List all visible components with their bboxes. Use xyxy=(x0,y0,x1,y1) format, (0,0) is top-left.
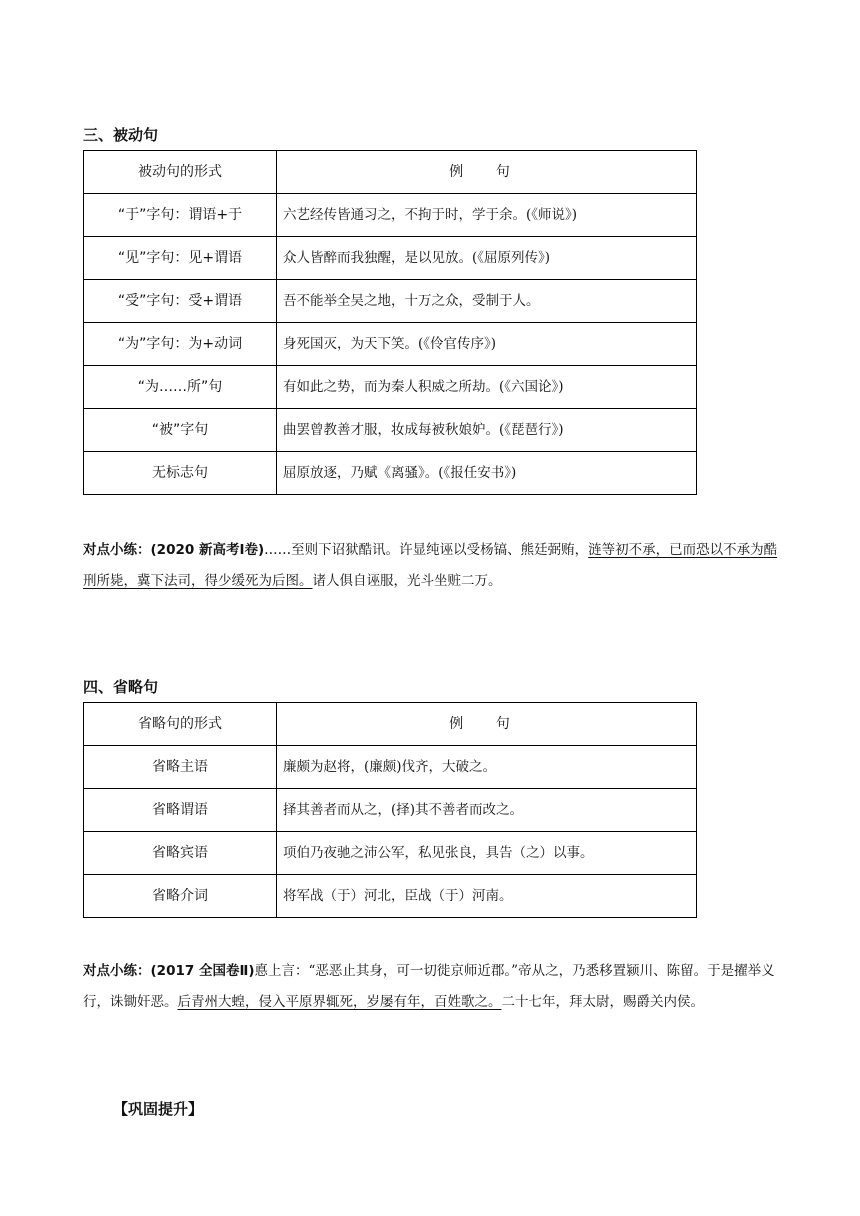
underlined-passage: 涟等初不承，已而恐以不承为酷刑所毙，冀下法司，得少缓死为后图。 xyxy=(83,542,778,589)
table-row xyxy=(84,832,697,875)
table-row xyxy=(84,237,697,280)
header-example: 例 句 xyxy=(277,703,697,746)
table-row xyxy=(84,409,697,452)
form-cell: “为……所”句 xyxy=(84,366,277,409)
form-cell: 省略介词 xyxy=(84,875,277,918)
example-cell: 吾不能举全吴之地，十万之众，受制于人。 xyxy=(277,280,697,323)
example-cell: 项伯乃夜驰之沛公军，私见张良，具告（之）以事。 xyxy=(277,832,697,875)
header-example: 例 句 xyxy=(277,151,697,194)
table-row xyxy=(84,323,697,366)
practice-passage-ellipsis xyxy=(83,956,783,1018)
table-header-row xyxy=(84,151,697,194)
form-cell: 省略谓语 xyxy=(84,789,277,832)
form-cell: “受”字句：受+谓语 xyxy=(84,280,277,323)
practice-label: 对点小练：(2020 新高考Ⅰ卷) xyxy=(83,542,265,558)
example-cell: 将军战（于）河北，臣战（于）河南。 xyxy=(277,875,697,918)
form-cell: “于”字句：谓语+于 xyxy=(84,194,277,237)
consolidate-heading: 【巩固提升】 xyxy=(113,1100,204,1118)
section-heading-ellipsis: 四、省略句 xyxy=(83,678,159,696)
ellipsis-sentence-table xyxy=(83,702,697,918)
table-header-row xyxy=(84,703,697,746)
form-cell: 无标志句 xyxy=(84,452,277,495)
form-cell: “被”字句 xyxy=(84,409,277,452)
table-row xyxy=(84,875,697,918)
form-cell: “为”字句：为+动词 xyxy=(84,323,277,366)
example-cell: 廉颇为赵将，(廉颇)伐齐，大破之。 xyxy=(277,746,697,789)
table-row xyxy=(84,280,697,323)
example-cell: 曲罢曾教善才服，妆成每被秋娘妒。(《琵琶行》) xyxy=(277,409,697,452)
form-cell: 省略主语 xyxy=(84,746,277,789)
example-cell: 有如此之势，而为秦人积威之所劫。(《六国论》) xyxy=(277,366,697,409)
underlined-passage: 后青州大蝗，侵入平原界辄死，岁屡有年，百姓歌之。 xyxy=(177,994,502,1010)
table-row xyxy=(84,366,697,409)
form-cell: 省略宾语 xyxy=(84,832,277,875)
example-cell: 众人皆醉而我独醒，是以见放。(《屈原列传》) xyxy=(277,237,697,280)
passive-sentence-table xyxy=(83,150,697,495)
header-form: 省略句的形式 xyxy=(84,703,277,746)
form-cell: “见”字句：见+谓语 xyxy=(84,237,277,280)
table-row xyxy=(84,194,697,237)
passage-text: 二十七年，拜太尉，赐爵关内侯。 xyxy=(501,994,704,1010)
example-cell: 六艺经传皆通习之，不拘于时，学于余。(《师说》) xyxy=(277,194,697,237)
section-heading-passive: 三、被动句 xyxy=(83,126,159,144)
passage-text: 悳上言：“恶恶止其身，可一切徙京师近郡。”帝从之，乃悉移置颍川、陈留。于是擢举义行，诛锄奸恶。 xyxy=(83,963,775,1010)
passage-text: 诸人俱自诬服，光斗坐赃二万。 xyxy=(312,573,502,589)
example-cell: 择其善者而从之，(择)其不善者而改之。 xyxy=(277,789,697,832)
practice-label: 对点小练：(2017 全国卷Ⅱ) xyxy=(83,963,255,979)
example-cell: 屈原放逐，乃赋《离骚》。(《报任安书》) xyxy=(277,452,697,495)
table-row xyxy=(84,746,697,789)
header-form: 被动句的形式 xyxy=(84,151,277,194)
practice-passage-passive xyxy=(83,535,783,597)
table-row xyxy=(84,789,697,832)
passage-text: ……至则下诏狱酷讯。许显纯诬以受杨镐、熊廷弼贿， xyxy=(264,542,589,558)
table-row xyxy=(84,452,697,495)
example-cell: 身死国灭，为天下笑。(《伶官传序》) xyxy=(277,323,697,366)
